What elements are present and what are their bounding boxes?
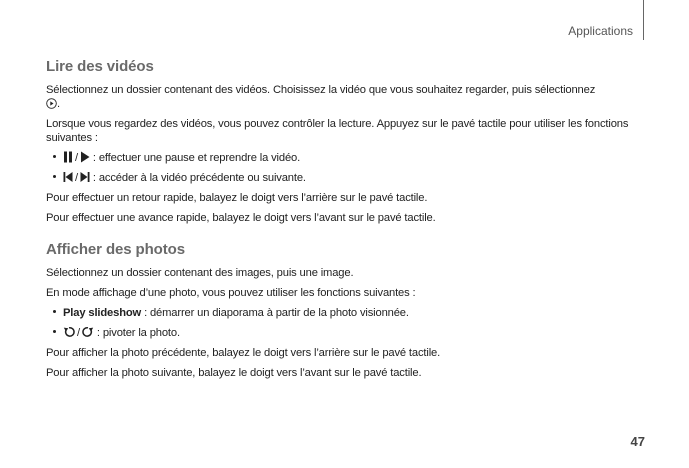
photos-select-text: Sélectionnez un dossier contenant des images, puis une image.: [46, 267, 354, 279]
videos-intro: [46, 83, 646, 111]
play-icon: [80, 151, 90, 163]
bullet-prev-next: [46, 171, 646, 185]
photos-prev-text: Pour afficher la photo précédente, balayez le doigt vers l’arrière sur le pavé tactile.: [46, 347, 441, 359]
bullet-rotate-text: : pivoter la photo.: [93, 327, 180, 339]
icon-separator: /: [77, 327, 80, 339]
videos-heading: Lire des vidéos: [46, 58, 154, 75]
header-divider: [643, 0, 644, 40]
next-icon: [80, 171, 90, 183]
bullet-slideshow: [46, 306, 646, 320]
rotate-left-icon: [63, 326, 75, 338]
videos-intro-end: .: [57, 98, 60, 110]
videos-rewind-text: Pour effectuer un retour rapide, balayez le doigt vers l’arrière sur le pavé tactile.: [46, 192, 428, 204]
videos-intro-text: Sélectionnez un dossier contenant des vidéos. Choisissez la vidéo que vous souhaitez regarder, puis sélectionnez: [46, 84, 596, 96]
photos-heading: Afficher des photos: [46, 241, 185, 258]
bullet-prev-next-text: : accéder à la vidéo précédente ou suivante.: [89, 172, 306, 184]
bullet-slideshow-text: : démarrer un diaporama à partir de la photo visionnée.: [141, 307, 409, 319]
section-label: Applications: [568, 24, 633, 38]
page-number: 47: [630, 434, 645, 449]
pause-icon: [63, 151, 73, 163]
videos-controls-text: Lorsque vous regardez des vidéos, vous pouvez contrôler la lecture. Appuyez sur le pavé tactile pour utiliser les fonctions suivantes :: [46, 118, 629, 144]
videos-forward-text: Pour effectuer une avance rapide, balayez le doigt vers l’avant sur le pavé tactile.: [46, 212, 436, 224]
photos-next-text: Pour afficher la photo suivante, balayez le doigt vers l’avant sur le pavé tactile.: [46, 367, 422, 379]
photos-mode-text: En mode affichage d’une photo, vous pouvez utiliser les fonctions suivantes :: [46, 287, 416, 299]
bullet-rotate: [46, 326, 646, 340]
bullet-pause-play: [46, 151, 646, 165]
page-content: [46, 58, 646, 380]
previous-icon: [63, 171, 73, 183]
play-circle-icon: [46, 98, 57, 109]
slideshow-label: Play slideshow: [63, 307, 142, 319]
bullet-pause-play-text: : effectuer une pause et reprendre la vidéo.: [89, 152, 301, 164]
icon-separator: /: [75, 152, 78, 164]
icon-separator: /: [75, 172, 78, 184]
rotate-right-icon: [82, 326, 94, 338]
